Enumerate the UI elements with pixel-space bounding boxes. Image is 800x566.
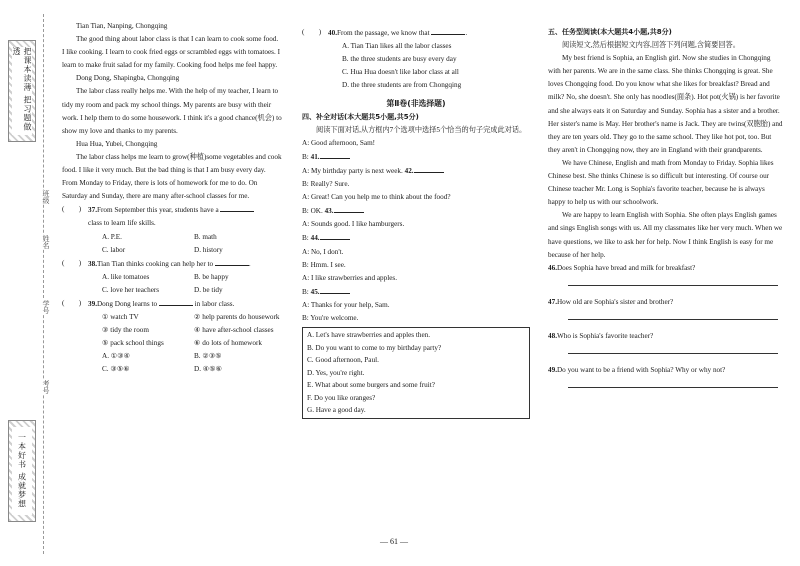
column-2 [302,26,530,419]
answer-paren[interactable]: ( ) [302,28,322,36]
dialog-line: A: I like strawberries and apples. [302,273,398,282]
binding-margin [0,0,52,566]
dialog-line: B: 45. [302,285,530,299]
answer-blank[interactable] [320,231,350,240]
cut-line [43,14,44,554]
reading-paragraph-3: We are happy to learn English with Sophia. She often plays English games and sings English songs with us. All my classmates like her very much. When we have questions, we like to ask her for help. Now I think English is easy for me because of her help. [548,211,783,259]
box-option: F. Do you like oranges? [307,393,376,402]
label-class: 班级 [37,190,51,204]
answer-blank[interactable] [320,150,350,159]
author-dongdong: Dong Dong, Shapingba, Chongqing [76,74,180,83]
brand-text-bottom: 一本好书 成就梦想 [12,427,32,515]
answer-line[interactable] [568,343,778,354]
dialog-line: B: 44. [302,231,530,245]
box-option: E. What about some burgers and some fruit? [307,381,435,390]
answer-blank[interactable] [320,285,350,294]
options-box [302,327,530,419]
answer-line[interactable] [568,309,778,320]
box-option: D. Yes, you're right. [307,368,365,377]
answer-blank [220,203,254,212]
page-number: — 61 — [380,537,408,546]
option[interactable]: B. be happy [194,272,229,281]
answer-blank [431,26,465,35]
question-40: ( ) 40.From the passage, we know that . [302,26,530,40]
item: ③ tidy the room [102,326,149,335]
label-name: 姓名 [37,235,51,249]
box-option: B. Do you want to come to my birthday party? [307,343,442,352]
answer-line[interactable] [568,377,778,388]
options-38 [62,271,282,297]
dialog-line: A: Sounds good. I like hamburgers. [302,220,405,229]
item: ② help parents do housework [194,313,280,322]
dialog-line: A: My birthday party is next week. 42. [302,164,530,178]
options-37 [62,231,282,257]
reading-paragraph-1: My best friend is Sophia, an English girl. Now she studies in Chongqing with her parents. We are in the same class. She thinks Chongqing is great. She loves Chongqing food. Do you know what she likes for breakfast? Bread and milk? No, she doesn't. She only has noodles(面条). Hot pot(火锅) is her favorite and she always eats it on Saturday and Sunday. Sophia has a sister and a brother. Her sister's name is May. Her brother's name is Jack. They are twins(双胞胎) and they are ten years old. They go to the same school. They like hot pot, too. But they aren't in Chongqing now, they are in England with their grandparents. [548,54,783,154]
passage-dongdong: The labor class really helps me. With the help of my teacher, I learn to tidy my room and pack my school things. My parents are busy with their work. I help them to do some housework. I think it's a good chance(机会) to show my love and thanks to my parents. [62,87,282,135]
items-39 [62,311,282,376]
option[interactable]: C. love her teachers [102,285,160,294]
question-48: 48.Who is Sophia's favorite teacher? [548,331,654,340]
dialog-line: A: Great! Can you help me to think about the food? [302,193,451,202]
section-4-instruction: 阅读下面对话,从方框内7个选项中选择5个恰当的句子完成此对话。 [316,125,527,134]
question-49: 49.Do you want to be a friend with Sophia? Why or why not? [548,365,726,374]
answer-line[interactable] [568,275,778,286]
blank-number: 41. [310,152,320,161]
author-tiantian: Tian Tian, Nanping, Chongqing [76,22,168,30]
dialog [302,137,530,325]
box-option: A. Let's have strawberries and apples then. [307,331,431,340]
dialog-line: B: You're welcome. [302,313,359,322]
option[interactable]: A. like tomatoes [102,272,150,281]
answer-paren[interactable]: ( ) [62,205,82,214]
dialog-line: B: Really? Sure. [302,180,350,189]
part-title: 第Ⅱ卷(非选择题) [386,99,446,109]
dialog-line: A: Thanks for your help, Sam. [302,300,390,309]
option[interactable]: A. Tian Tian likes all the labor classes [342,42,452,51]
option[interactable]: B. the three students are busy every day [342,55,457,64]
section-5-heading: 五、任务型阅读(本大题共4小题,共8分) [548,28,672,36]
answer-blank [159,297,193,306]
option[interactable]: C. ③⑤⑥ [102,365,130,374]
box-option: G. Have a good day. [307,406,366,415]
dialog-line: A: No, I don't. [302,247,344,256]
blank-number: 44. [310,234,320,243]
option[interactable]: C. Hua Hua doesn't like labor class at all [342,68,459,77]
brand-box-top [8,40,36,142]
column-3 [548,26,784,398]
author-huahua: Hua Hua, Yubei, Chongqing [76,139,158,148]
blank-number: 43. [324,207,334,216]
question-39: ( ) 39.Dong Dong learns to in labor class. [62,297,282,311]
box-option: C. Good afternoon, Paul. [307,356,379,365]
item: ④ have after-school classes [194,326,274,335]
passage-tiantian: The good thing about labor class is that I can learn to cook some food. I like cooking. I learn to cook fried eggs or scrambled eggs with tomatoes. I learn to make fruit salad for my family. Cooking food helps me feel happy. [62,35,280,70]
option[interactable]: B. math [194,232,217,241]
option[interactable]: D. ④⑤⑥ [194,365,223,374]
blank-number: 45. [310,287,320,296]
brand-text-top: 把课本读薄 把习题做透 [12,47,32,135]
option[interactable]: D. history [194,245,223,254]
item: ① watch TV [102,313,139,322]
answer-paren[interactable]: ( ) [62,258,82,267]
passage-huahua: The labor class helps me learn to grow(种植)some vegetables and cook food. I like it very much. But the bad thing is that I am busy every day. From Monday to Friday, there is lots of homework for me to do. On Saturday and Sunday, there are many after-school classes for me. [62,152,282,201]
question-46: 46.Does Sophia have bread and milk for breakfast? [548,263,696,272]
questions [548,262,784,388]
question-47: 47.How old are Sophia's sister and brother? [548,297,674,306]
question-37: ( ) 37.From September this year, students have a class to learn life skills. [62,203,282,230]
dialog-line: B: 41. [302,150,530,164]
answer-paren[interactable]: ( ) [62,298,82,307]
section-4-heading: 四、补全对话(本大题共5小题,共5分) [302,112,419,121]
question-38: ( ) 38.Tian Tian thinks cooking can help her to . [62,257,282,271]
brand-box-bottom [8,420,36,522]
column-1 [62,20,282,377]
dialog-line: A: Good afternoon, Sam! [302,138,376,147]
answer-blank[interactable] [414,164,444,173]
blank-number: 42. [404,166,414,175]
option[interactable]: A. P.E. [102,232,122,241]
dialog-line: B: OK. 43. [302,204,530,218]
answer-blank[interactable] [334,204,364,213]
option[interactable]: A. ①③④ [102,352,131,361]
item: ⑤ pack school things [102,339,164,348]
item: ⑥ do lots of homework [194,339,262,348]
option[interactable]: C. labor [102,245,126,254]
section-5-instruction: 阅读短文,然后根据短文内容,回答下列问题,含简要回答。 [562,41,740,50]
option[interactable]: D. the three students are from Chongqing [342,81,462,90]
dialog-line: B: Hmm. I see. [302,260,346,269]
reading-paragraph-2: We have Chinese, English and math from Monday to Friday. Sophia likes Chinese best. She thinks Chinese is so difficult but interesting. Of course our Chinese teacher Mr. Long is Sophia's favorite teacher, because he is always happy to help us with our schoolwork. [548,158,774,207]
answer-blank [215,257,249,266]
option[interactable]: D. be tidy [194,285,223,294]
options-40 [302,40,530,92]
label-number: 学号 [37,300,51,314]
label-exam-number: 考号 [37,380,51,394]
option[interactable]: B. ②③⑤ [194,352,222,361]
